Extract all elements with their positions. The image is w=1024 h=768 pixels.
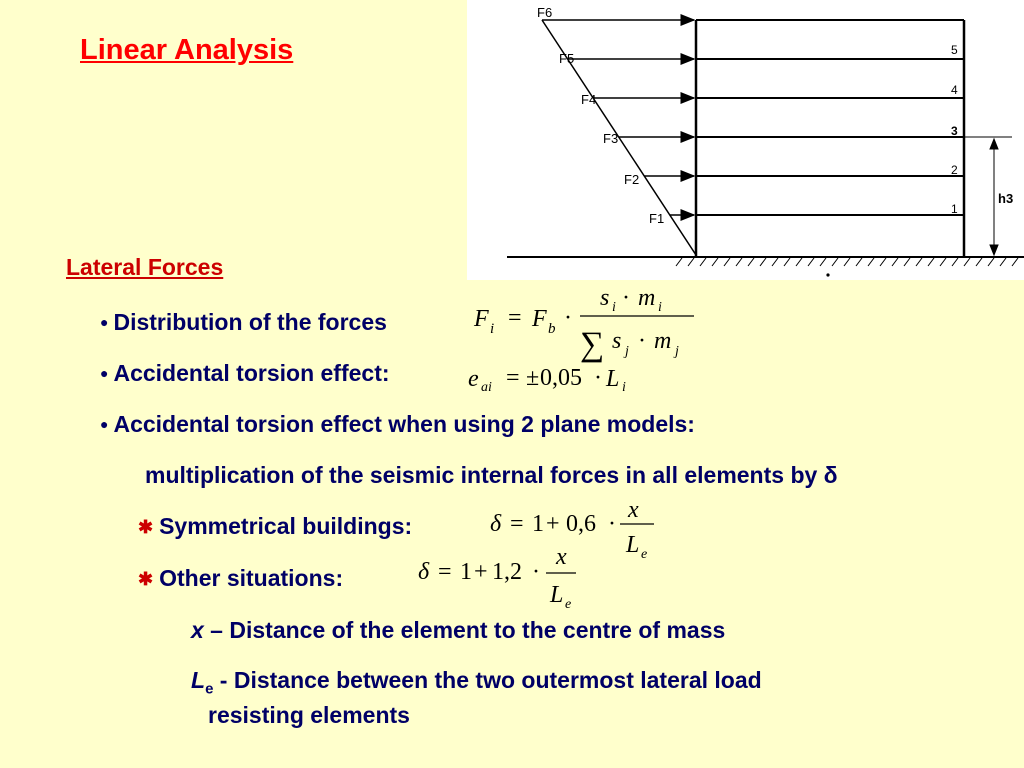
le-symbol: L — [191, 667, 206, 693]
formula-token: 1 — [532, 511, 544, 537]
sub-item-text: Symmetrical buildings: — [159, 513, 413, 539]
bullet-two-plane-models — [100, 411, 695, 438]
formula-token: + — [474, 559, 488, 585]
force-label-f3: F3 — [603, 131, 619, 146]
storey-number-2: 2 — [951, 163, 958, 177]
formula-token: · — [564, 305, 572, 331]
formula-token: = — [506, 365, 520, 391]
x-definition — [191, 617, 725, 644]
section-heading: Lateral Forces — [66, 254, 224, 280]
sub-item-symmetrical — [138, 513, 412, 540]
formula-token: L — [606, 366, 620, 392]
formula-delta-other — [416, 545, 596, 613]
formula-token: F — [474, 306, 489, 332]
formula-token: δ — [490, 511, 502, 537]
bullet-force-distribution — [100, 309, 387, 336]
formula-token: · — [608, 511, 616, 537]
force-arrows — [542, 20, 694, 215]
formula-token: 1 — [460, 559, 472, 585]
formula-token: s — [612, 328, 622, 354]
formula-token: ai — [481, 380, 492, 395]
formula-force-distribution — [472, 283, 702, 363]
ground-hatching — [676, 258, 1018, 266]
storey-number-3: 3 — [951, 124, 958, 138]
le-definition-continued: resisting elements — [208, 702, 410, 728]
bullet-text: Distribution of the forces — [113, 309, 387, 335]
formula-token: ± — [526, 365, 540, 391]
formula-token: i — [490, 321, 495, 337]
formula-token: s — [600, 285, 610, 311]
formula-token: i — [622, 380, 626, 395]
formula-token: · — [594, 365, 602, 391]
formula-token: e — [468, 366, 479, 392]
formula-token: = — [508, 305, 522, 331]
formula-token: 1,2 — [492, 559, 522, 585]
formula-token: L — [550, 582, 564, 608]
formula-token: = — [438, 559, 452, 585]
formula-token: δ — [418, 559, 430, 585]
formula-token: i — [612, 300, 616, 315]
force-label-f5: F5 — [559, 51, 575, 66]
bullet-dot-icon: ● — [100, 416, 109, 432]
bullet-dot-icon: ● — [100, 314, 109, 330]
floor-lines — [696, 20, 964, 215]
formula-eccentricity — [466, 360, 646, 396]
x-symbol: x — [191, 617, 204, 643]
formula-token: m — [638, 285, 656, 311]
formula-token: 0,6 — [566, 511, 596, 537]
storey-number-1: 1 — [951, 202, 958, 216]
formula-token: · — [638, 328, 646, 354]
bullet-dot-icon: ● — [100, 365, 109, 381]
bullet-text: Accidental torsion effect: — [113, 360, 390, 386]
height-label: h3 — [998, 191, 1014, 206]
formula-token: F — [532, 306, 547, 332]
formula-token: j — [675, 344, 679, 359]
asterisk-icon: ✱ — [138, 569, 154, 589]
formula-token: 0,05 — [540, 365, 582, 391]
le-definition-text: - Distance between the two outermost lateral load — [213, 667, 762, 693]
formula-token: = — [510, 511, 524, 537]
formula-token: ∑ — [580, 326, 605, 363]
x-definition-text: – Distance of the element to the centre of mass — [203, 617, 726, 643]
formula-token: · — [622, 285, 630, 311]
sub-item-text: Other situations: — [159, 565, 344, 591]
storey-number-4: 4 — [951, 83, 958, 97]
formula-token: x — [628, 497, 639, 523]
asterisk-icon: ✱ — [138, 517, 154, 537]
building-frame-diagram — [467, 0, 1024, 280]
force-label-f1: F1 — [649, 211, 665, 226]
sub-item-other — [138, 565, 343, 592]
formula-token: e — [565, 597, 572, 612]
formula-token: · — [532, 559, 540, 585]
formula-token: L — [626, 532, 640, 558]
formula-token: b — [548, 321, 556, 337]
force-label-f2: F2 — [624, 172, 640, 187]
slide-title: Linear Analysis — [80, 34, 294, 66]
formula-token: m — [654, 328, 672, 354]
storey-number-5: 5 — [951, 43, 958, 57]
le-definition — [191, 667, 762, 698]
le-subscript: e — [205, 680, 214, 698]
force-label-f4: F4 — [581, 92, 597, 107]
formula-token: e — [641, 547, 648, 562]
bullet-text: Accidental torsion effect when using 2 plane models: — [113, 411, 695, 437]
force-label-f6: F6 — [537, 5, 553, 20]
formula-token: j — [625, 344, 629, 359]
building-diagram-panel — [467, 0, 1024, 280]
formula-token: + — [546, 511, 560, 537]
multiplication-line: multiplication of the seismic internal forces in all elements by δ — [145, 462, 838, 488]
formula-token: x — [556, 545, 567, 570]
formula-token: i — [658, 300, 662, 315]
bullet-accidental-torsion — [100, 360, 390, 387]
